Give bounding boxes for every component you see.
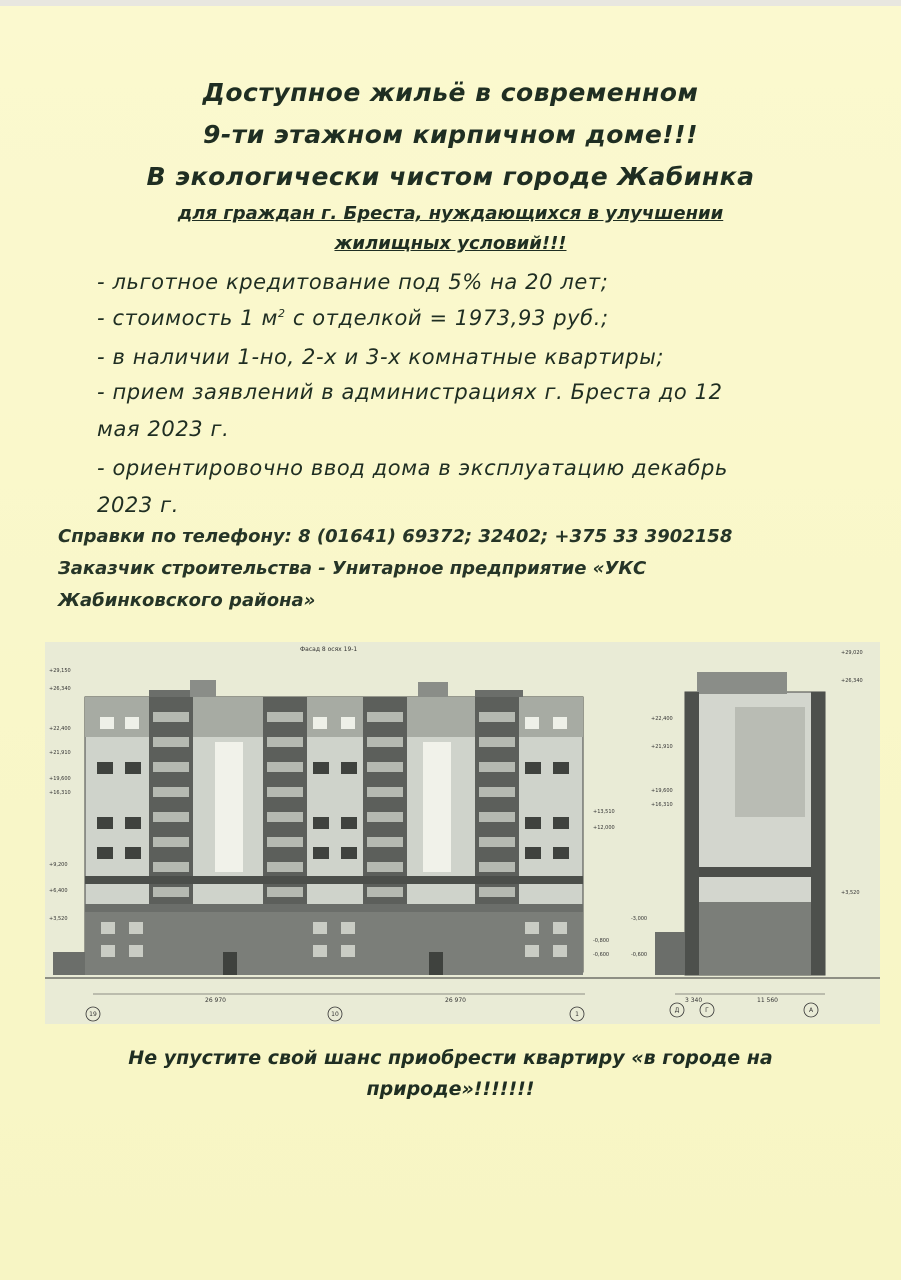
- axis-label-3: Д: [674, 1007, 680, 1014]
- closing-line-1: Не упустите свой шанс приобрести квартиру «в городе на: [128, 1047, 773, 1069]
- axis-label-5: А: [808, 1007, 814, 1014]
- elev-label-10: +3,520: [49, 916, 68, 922]
- side-elev-label-2: +22,400: [651, 716, 673, 722]
- bullet-price-prefix: - стоимость 1 м: [97, 306, 278, 330]
- bullet-applications-line-2: мая 2023 г.: [97, 417, 230, 441]
- contact-phone: Справки по телефону: 8 (01641) 69372; 32402; +375 33 3902158: [58, 526, 733, 547]
- customer-line-1: Заказчик строительства - Унитарное предприятие «УКС: [58, 558, 647, 579]
- elev-label-3: +21,910: [49, 750, 71, 756]
- drawing-title: Фасад 8 осях 19-1: [300, 646, 358, 653]
- elev-label-9: +6,400: [49, 888, 68, 894]
- elev-label-12: -0,600: [593, 952, 610, 958]
- bullet-commissioning-line-2: 2023 г.: [97, 493, 180, 517]
- bullet-credit: - льготное кредитование под 5% на 20 лет;: [97, 270, 609, 294]
- bullet-price: [97, 306, 857, 330]
- elev-label-2: +22,400: [49, 726, 71, 732]
- dim-label-0: 26 970: [205, 997, 226, 1004]
- elev-label-4: +19,600: [49, 776, 71, 782]
- bullet-commissioning-line-1: - ориентировочно ввод дома в эксплуатацию декабрь: [97, 456, 728, 480]
- closing-line-2: природе»!!!!!!!: [366, 1078, 535, 1100]
- main-facade: [53, 680, 583, 975]
- axis-label-4: Г: [705, 1007, 709, 1014]
- side-elev-label-5: +16,310: [651, 802, 673, 808]
- subheadline-line-2: жилищных условий!!!: [334, 233, 567, 254]
- dim-label-2: 3 340: [685, 997, 703, 1004]
- axis-label-0: 19: [89, 1011, 97, 1018]
- axis-label-2: 1: [575, 1011, 579, 1018]
- side-elev-label-8: -0,600: [631, 952, 648, 958]
- side-elev-label-6: +3,520: [841, 890, 860, 896]
- axis-label-1: 10: [331, 1011, 339, 1018]
- headline-line-1: Доступное жильё в современном: [202, 78, 699, 107]
- elev-label-1: +26,340: [49, 686, 71, 692]
- side-elev-label-1: +26,340: [841, 678, 863, 684]
- elev-label-5: +16,310: [49, 790, 71, 796]
- headline-line-2: 9-ти этажном кирпичном доме!!!: [202, 120, 698, 149]
- dim-label-1: 26 970: [445, 997, 466, 1004]
- elev-label-8: +9,200: [49, 862, 68, 868]
- elev-label-6: +13,510: [593, 809, 615, 815]
- side-elev-label-0: +29,020: [841, 650, 863, 656]
- customer-line-2: Жабинковского района»: [58, 590, 316, 611]
- side-elev-label-4: +19,600: [651, 788, 673, 794]
- headline-line-3: В экологически чистом городе Жабинка: [146, 162, 755, 191]
- dim-label-3: 11 560: [757, 997, 778, 1004]
- elev-label-11: -0,800: [593, 938, 610, 944]
- bullet-price-superscript: 2: [277, 307, 286, 320]
- side-elev-label-3: +21,910: [651, 744, 673, 750]
- subheadline-line-1: для граждан г. Бреста, нуждающихся в улучшении: [177, 203, 724, 224]
- facade-drawing: [45, 642, 880, 1024]
- elev-label-0: +29,150: [49, 668, 71, 674]
- bullet-price-suffix: с отделкой = 1973,93 руб.;: [285, 306, 609, 330]
- bullet-apartments: - в наличии 1-но, 2-х и 3-х комнатные квартиры;: [97, 345, 665, 369]
- bullet-applications-line-1: - прием заявлений в администрациях г. Бреста до 12: [97, 380, 723, 404]
- side-elev-label-7: -3,000: [631, 916, 648, 922]
- elev-label-7: +12,000: [593, 825, 615, 831]
